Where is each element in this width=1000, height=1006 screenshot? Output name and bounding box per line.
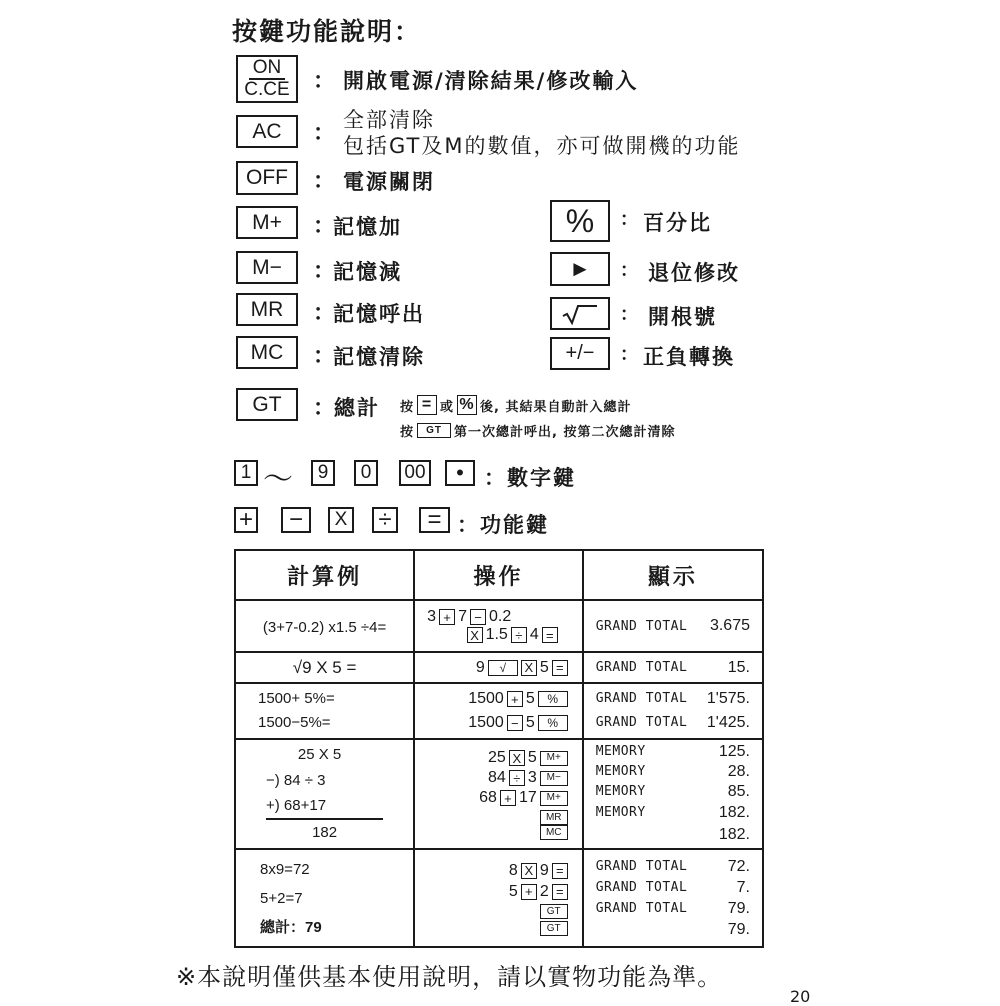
table-row bbox=[235, 849, 763, 947]
key-gt: GT bbox=[236, 388, 298, 421]
key-sqrt-desc: 開根號 bbox=[648, 305, 717, 329]
display-cell bbox=[583, 849, 763, 947]
key-m-minus-desc: 記憶減 bbox=[333, 260, 402, 284]
display-cell bbox=[583, 652, 763, 683]
func-key-multiply: X bbox=[328, 507, 354, 533]
operation-line bbox=[427, 626, 572, 644]
table-row bbox=[235, 739, 763, 849]
sqrt-key-icon: √ bbox=[488, 660, 518, 676]
op-value: 1500 bbox=[468, 714, 504, 731]
display-cell bbox=[583, 683, 763, 739]
example-text: −) 84 ÷ 3 bbox=[266, 772, 326, 789]
header-display: 顯示 bbox=[583, 550, 763, 600]
display-label: MEMORY bbox=[595, 744, 646, 759]
plus-key-icon: + bbox=[521, 884, 537, 900]
example-cell bbox=[235, 739, 414, 849]
display-label: GRAND TOTAL bbox=[595, 660, 688, 675]
operation-line bbox=[425, 768, 568, 788]
display-value: 182. bbox=[718, 826, 750, 843]
key-ac: AC bbox=[236, 115, 298, 148]
m-plus-key-icon: M+ bbox=[540, 751, 568, 766]
mr-key-icon: MR bbox=[540, 810, 568, 825]
gt-key-icon: GT bbox=[540, 921, 568, 936]
decimal-key: • bbox=[445, 460, 475, 486]
display-value: 182. bbox=[718, 804, 750, 821]
key-backspace bbox=[550, 252, 610, 286]
equals-key-icon: = bbox=[552, 863, 568, 879]
display-line bbox=[596, 617, 750, 635]
equals-key-icon: = bbox=[552, 660, 568, 676]
play-arrow-icon: ► bbox=[569, 256, 591, 281]
operation-line bbox=[425, 921, 568, 936]
operation-line bbox=[425, 810, 568, 825]
operation-line bbox=[425, 711, 568, 735]
header-operation: 操作 bbox=[414, 550, 583, 600]
display-value: 28. bbox=[727, 763, 750, 780]
m-minus-key-icon: M− bbox=[540, 771, 568, 786]
colon: ： bbox=[620, 209, 638, 230]
op-value: 2 bbox=[539, 883, 549, 900]
table-row bbox=[235, 652, 763, 683]
display-line bbox=[596, 762, 750, 782]
key-mr: MR bbox=[236, 293, 298, 326]
percent-key-icon: % bbox=[538, 715, 568, 731]
example-text: 總計：79 bbox=[260, 918, 322, 936]
display-label: MEMORY bbox=[595, 764, 646, 779]
colon: ： bbox=[313, 344, 336, 369]
op-value: 9 bbox=[539, 862, 549, 879]
function-keys-label: ：功能鍵 bbox=[457, 513, 549, 537]
operation-line bbox=[425, 788, 568, 808]
key-on-label: ON bbox=[249, 58, 286, 80]
operation-line bbox=[425, 860, 568, 881]
display-value: 85. bbox=[727, 783, 750, 800]
key-sqrt bbox=[550, 297, 610, 330]
mc-key-icon: MC bbox=[540, 825, 568, 840]
multiply-key-icon: X bbox=[509, 750, 525, 766]
op-value: 5 bbox=[525, 690, 535, 707]
func-key-equals: = bbox=[419, 507, 450, 533]
display-cell bbox=[583, 600, 763, 652]
colon: ： bbox=[313, 121, 336, 146]
calculation-examples-table bbox=[234, 549, 764, 948]
gt-text: 後, 其結果自動計入總計 bbox=[480, 399, 632, 415]
op-value: 17 bbox=[518, 789, 537, 806]
colon: ： bbox=[313, 169, 336, 194]
example-text: √9 X 5 = bbox=[292, 657, 357, 677]
func-key-divide: ÷ bbox=[372, 507, 398, 533]
key-ac-desc-line2: 包括GT及M的數值，亦可做開機的功能 bbox=[343, 134, 741, 158]
op-value: 84 bbox=[488, 769, 506, 786]
operation-cell bbox=[414, 600, 583, 652]
display-label: GRAND TOTAL bbox=[595, 691, 688, 706]
example-text: 25 X 5 bbox=[297, 746, 342, 763]
key-on-cce-desc: 開啟電源/清除結果/修改輸入 bbox=[343, 69, 639, 93]
page-number: 20 bbox=[790, 987, 811, 1006]
gt-text: 或 bbox=[440, 399, 455, 415]
display-line bbox=[596, 659, 750, 677]
colon: ： bbox=[313, 301, 336, 326]
op-value: 5 bbox=[539, 658, 549, 676]
disclaimer-footer: ※本說明僅供基本使用說明，請以實物功能為準。 bbox=[176, 963, 723, 991]
plus-key-icon: + bbox=[439, 609, 455, 625]
colon: ： bbox=[620, 260, 638, 281]
op-value: 5 bbox=[527, 749, 537, 766]
display-line bbox=[596, 898, 750, 919]
display-label: GRAND TOTAL bbox=[595, 715, 688, 730]
display-value: 7. bbox=[736, 878, 750, 896]
sqrt-icon bbox=[560, 303, 600, 325]
key-percent-desc: 百分比 bbox=[643, 211, 712, 235]
colon: ： bbox=[620, 344, 638, 365]
display-value: 1'575. bbox=[706, 690, 750, 707]
op-value: 0.2 bbox=[488, 608, 512, 625]
op-value: 1.5 bbox=[485, 626, 508, 643]
colon: ： bbox=[620, 304, 638, 325]
key-m-plus-desc: 記憶加 bbox=[333, 215, 402, 239]
gt-explain-line1 bbox=[400, 395, 632, 415]
equals-key-icon: = bbox=[417, 395, 437, 415]
table-row bbox=[235, 600, 763, 652]
table-row bbox=[235, 683, 763, 739]
m-plus-key-icon: M+ bbox=[540, 791, 568, 806]
page-title: 按鍵功能說明： bbox=[232, 17, 422, 46]
key-off-desc: 電源關閉 bbox=[343, 170, 435, 194]
multiply-key-icon: X bbox=[521, 863, 537, 879]
example-cell bbox=[235, 849, 414, 947]
digit-key-0: 0 bbox=[354, 460, 378, 486]
key-plus-minus-desc: 正負轉換 bbox=[643, 345, 735, 369]
display-line bbox=[596, 824, 750, 846]
minus-key-icon: − bbox=[470, 609, 486, 625]
gt-text: 按 bbox=[400, 425, 415, 440]
key-backspace-desc: 退位修改 bbox=[648, 261, 740, 285]
display-line bbox=[596, 711, 750, 735]
digit-keys-label: ：數字鍵 bbox=[484, 466, 576, 490]
percent-key-icon: % bbox=[538, 691, 568, 707]
display-line bbox=[596, 919, 750, 941]
op-value: 8 bbox=[508, 862, 518, 879]
colon: ： bbox=[313, 69, 336, 94]
key-plus-minus: +/− bbox=[550, 337, 610, 370]
display-value: 72. bbox=[727, 857, 750, 875]
key-m-plus: M+ bbox=[236, 206, 298, 239]
display-label: GRAND TOTAL bbox=[595, 618, 688, 634]
operation-cell bbox=[414, 652, 583, 683]
example-cell bbox=[235, 683, 414, 739]
operation-line bbox=[425, 659, 568, 677]
func-key-plus: + bbox=[234, 507, 258, 533]
equals-key-icon: = bbox=[552, 884, 568, 900]
gt-key-icon: GT bbox=[417, 423, 451, 438]
example-result: 182 bbox=[312, 824, 338, 841]
display-value: 3.675 bbox=[709, 617, 750, 634]
divide-key-icon: ÷ bbox=[509, 770, 525, 786]
colon: ： bbox=[313, 396, 336, 421]
key-on-cce bbox=[236, 55, 298, 103]
op-value: 7 bbox=[458, 608, 467, 625]
op-value: 68 bbox=[479, 789, 497, 806]
operation-line bbox=[425, 748, 568, 768]
key-mc: MC bbox=[236, 336, 298, 369]
gt-explain-line2 bbox=[400, 421, 675, 440]
header-example: 計算例 bbox=[235, 550, 414, 600]
display-line bbox=[596, 687, 750, 711]
operation-line bbox=[425, 881, 568, 902]
example-cell bbox=[235, 652, 414, 683]
op-value: 25 bbox=[488, 749, 506, 766]
op-value: 3 bbox=[427, 608, 437, 625]
tilde: 〜 bbox=[263, 462, 293, 497]
key-ac-desc-line1: 全部清除 bbox=[343, 108, 435, 132]
digit-key-00: 00 bbox=[399, 460, 431, 486]
key-mr-desc: 記憶呼出 bbox=[333, 302, 425, 326]
op-value: 1500 bbox=[468, 690, 504, 707]
display-label: GRAND TOTAL bbox=[595, 900, 688, 916]
multiply-key-icon: X bbox=[467, 627, 483, 643]
operation-line bbox=[425, 904, 568, 919]
plus-key-icon: + bbox=[507, 691, 523, 707]
op-value: 4 bbox=[529, 626, 539, 643]
display-line bbox=[596, 856, 750, 877]
plus-key-icon: + bbox=[500, 790, 516, 806]
display-line bbox=[596, 782, 750, 802]
key-off: OFF bbox=[236, 161, 298, 195]
display-line bbox=[596, 742, 750, 762]
display-value: 15. bbox=[727, 658, 750, 676]
example-cell bbox=[235, 600, 414, 652]
gt-text: 第一次總計呼出, 按第二次總計清除 bbox=[454, 425, 676, 440]
display-line bbox=[596, 802, 750, 824]
op-value: 3 bbox=[527, 769, 537, 786]
colon: ： bbox=[313, 214, 336, 239]
digit-key-9: 9 bbox=[311, 460, 335, 486]
digit-key-1: 1 bbox=[234, 460, 258, 486]
key-cce-label: C.CE bbox=[244, 79, 290, 100]
display-label: GRAND TOTAL bbox=[595, 858, 688, 874]
display-value: 125. bbox=[718, 743, 750, 760]
example-text: 5+2=7 bbox=[260, 889, 303, 907]
op-value: 9 bbox=[475, 658, 485, 676]
display-label: MEMORY bbox=[595, 784, 646, 799]
key-mc-desc: 記憶清除 bbox=[333, 345, 425, 369]
operation-line bbox=[425, 825, 568, 840]
display-cell bbox=[583, 739, 763, 849]
op-value: 5 bbox=[508, 883, 518, 900]
display-line bbox=[596, 877, 750, 898]
display-label: GRAND TOTAL bbox=[595, 879, 688, 895]
key-percent: % bbox=[550, 200, 610, 242]
display-value: 79. bbox=[727, 899, 750, 917]
colon: ： bbox=[313, 259, 336, 284]
gt-key-icon: GT bbox=[540, 904, 568, 919]
operation-cell bbox=[414, 849, 583, 947]
divide-key-icon: ÷ bbox=[511, 627, 527, 643]
example-text: +) 68+17 bbox=[266, 794, 383, 820]
minus-key-icon: − bbox=[507, 715, 523, 731]
key-gt-desc: 總計 bbox=[334, 396, 380, 420]
display-value: 79. bbox=[727, 920, 750, 938]
example-text: (3+7-0.2) x1.5 ÷4= bbox=[262, 618, 387, 636]
example-text: 1500+ 5%= bbox=[258, 690, 335, 707]
gt-text: 按 bbox=[400, 399, 415, 415]
percent-key-icon: % bbox=[457, 395, 477, 415]
operation-line bbox=[427, 608, 572, 626]
example-text: 8x9=72 bbox=[260, 860, 310, 878]
key-m-minus: M− bbox=[236, 251, 298, 284]
equals-key-icon: = bbox=[542, 627, 558, 643]
operation-cell bbox=[414, 739, 583, 849]
display-value: 1'425. bbox=[706, 714, 750, 731]
example-text: 1500−5%= bbox=[258, 714, 331, 731]
multiply-key-icon: X bbox=[521, 660, 537, 676]
op-value: 5 bbox=[525, 714, 535, 731]
operation-line bbox=[425, 687, 568, 711]
func-key-minus: − bbox=[281, 507, 311, 533]
display-label: MEMORY bbox=[595, 805, 646, 820]
table-header-row bbox=[235, 550, 763, 600]
operation-cell bbox=[414, 683, 583, 739]
